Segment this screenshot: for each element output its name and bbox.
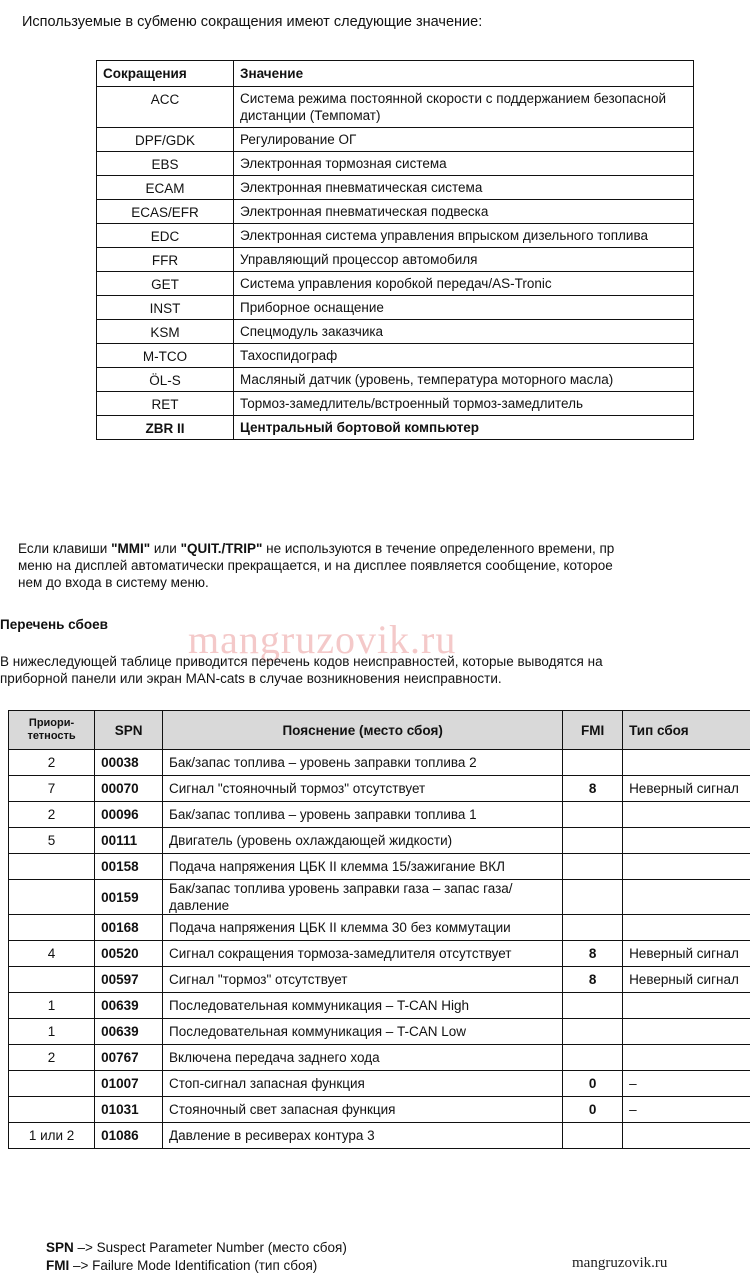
site-footer: mangruzovik.ru [572, 1255, 668, 1271]
abbreviation-cell: GET [97, 272, 234, 296]
fmi-cell [563, 1123, 623, 1149]
abbreviation-row [97, 392, 694, 416]
priority-cell: 1 [9, 993, 95, 1019]
mmi-key-label: "MMI" [111, 541, 151, 556]
fault-codes-table [8, 710, 750, 1149]
fault-type-cell: – [623, 1097, 750, 1123]
abbreviation-cell: EBS [97, 152, 234, 176]
priority-cell: 5 [9, 828, 95, 854]
fault-type-cell [623, 828, 750, 854]
paragraph-1-line-3: нем до входа в систему меню. [18, 575, 209, 590]
abbreviation-cell: ACC [97, 87, 234, 128]
fmi-cell [563, 880, 623, 915]
legend-spn-acronym: SPN [46, 1240, 74, 1255]
abbreviations-header-row [97, 61, 694, 87]
fault-row [9, 967, 750, 993]
fault-row [9, 1045, 750, 1071]
fault-row [9, 854, 750, 880]
para1-text-c: или [150, 541, 181, 556]
meaning-cell: Спецмодуль заказчика [234, 320, 694, 344]
fault-type-cell: Неверный сигнал [623, 941, 750, 967]
priority-cell: 2 [9, 750, 95, 776]
fmi-cell [563, 854, 623, 880]
column-header-priority: Приори-тетность [9, 711, 95, 750]
fault-row [9, 915, 750, 941]
spn-cell: 00168 [95, 915, 163, 941]
meaning-cell: Система управления коробкой передач/AS-Tronic [234, 272, 694, 296]
priority-cell [9, 880, 95, 915]
spn-cell: 00158 [95, 854, 163, 880]
fault-type-cell [623, 993, 750, 1019]
fault-row [9, 941, 750, 967]
spn-cell: 00159 [95, 880, 163, 915]
abbreviations-table [96, 60, 694, 440]
abbreviation-cell: M-TCO [97, 344, 234, 368]
para1-text-a: Если клавиши [18, 541, 112, 556]
fault-header-row [9, 711, 750, 750]
fault-type-cell [623, 1045, 750, 1071]
fmi-cell: 0 [563, 1097, 623, 1123]
fault-type-cell [623, 802, 750, 828]
explanation-cell: Двигатель (уровень охлаждающей жидкости) [163, 828, 563, 854]
abbreviation-row [97, 248, 694, 272]
fmi-cell [563, 1045, 623, 1071]
spn-cell: 00520 [95, 941, 163, 967]
legend-fmi [46, 1258, 317, 1273]
fmi-cell: 8 [563, 967, 623, 993]
spn-cell: 00111 [95, 828, 163, 854]
abbreviation-cell: EDC [97, 224, 234, 248]
fmi-cell [563, 802, 623, 828]
priority-cell [9, 915, 95, 941]
paragraph-1-line-1 [18, 540, 614, 557]
spn-cell: 00767 [95, 1045, 163, 1071]
explanation-cell: Давление в ресиверах контура 3 [163, 1123, 563, 1149]
fault-type-cell [623, 750, 750, 776]
priority-cell: 4 [9, 941, 95, 967]
fault-row [9, 1019, 750, 1045]
fmi-cell: 8 [563, 941, 623, 967]
fault-row [9, 828, 750, 854]
column-header-abbreviation: Сокращения [97, 61, 234, 87]
explanation-cell: Бак/запас топлива уровень заправки газа – запас газа/давление [163, 880, 563, 915]
explanation-cell: Бак/запас топлива – уровень заправки топлива 2 [163, 750, 563, 776]
fault-type-cell: Неверный сигнал [623, 967, 750, 993]
fault-type-cell: Неверный сигнал [623, 776, 750, 802]
fault-type-cell [623, 854, 750, 880]
meaning-cell: Центральный бортовой компьютер [234, 416, 694, 440]
fmi-cell: 8 [563, 776, 623, 802]
abbreviation-row [97, 128, 694, 152]
spn-cell: 00639 [95, 1019, 163, 1045]
fault-list-heading: Перечень сбоев [0, 617, 108, 632]
meaning-cell: Система режима постоянной скорости с поддержанием безопасной дистанции (Темпомат) [234, 87, 694, 128]
fault-row [9, 802, 750, 828]
meaning-cell: Электронная пневматическая система [234, 176, 694, 200]
spn-cell: 00070 [95, 776, 163, 802]
abbreviation-row [97, 320, 694, 344]
abbreviation-row [97, 416, 694, 440]
fmi-cell: 0 [563, 1071, 623, 1097]
meaning-cell: Электронная тормозная система [234, 152, 694, 176]
fault-codes-body [9, 750, 750, 1149]
watermark-logo: mangruzovik.ru [188, 617, 457, 662]
paragraph-1-line-2: меню на дисплей автоматически прекращается, и на дисплее появляется сообщение, которое [18, 558, 613, 573]
meaning-cell: Тахоспидограф [234, 344, 694, 368]
explanation-cell: Подача напряжения ЦБК II клемма 30 без коммутации [163, 915, 563, 941]
explanation-cell: Стоп-сигнал запасная функция [163, 1071, 563, 1097]
fault-row [9, 776, 750, 802]
explanation-cell: Последовательная коммуникация – T-CAN Low [163, 1019, 563, 1045]
priority-cell: 7 [9, 776, 95, 802]
abbreviation-row [97, 87, 694, 128]
spn-cell: 01031 [95, 1097, 163, 1123]
spn-cell: 00597 [95, 967, 163, 993]
fmi-cell [563, 915, 623, 941]
priority-cell [9, 1097, 95, 1123]
explanation-cell: Подача напряжения ЦБК II клемма 15/зажигание ВКЛ [163, 854, 563, 880]
column-header-spn: SPN [95, 711, 163, 750]
priority-cell [9, 854, 95, 880]
para1-text-e: не используются в течение определенного времени, пр [262, 541, 615, 556]
abbreviations-body [97, 87, 694, 440]
fmi-cell [563, 750, 623, 776]
fmi-cell [563, 1019, 623, 1045]
meaning-cell: Приборное оснащение [234, 296, 694, 320]
priority-cell: 2 [9, 802, 95, 828]
fault-type-cell: – [623, 1071, 750, 1097]
abbreviation-row [97, 368, 694, 392]
spn-cell: 01007 [95, 1071, 163, 1097]
legend-fmi-text: –> Failure Mode Identification (тип сбоя) [69, 1258, 318, 1273]
fault-row [9, 1071, 750, 1097]
meaning-cell: Тормоз-замедлитель/встроенный тормоз-замедлитель [234, 392, 694, 416]
abbreviation-row [97, 296, 694, 320]
priority-cell: 1 [9, 1019, 95, 1045]
intro-text: Используемые в субменю сокращения имеют следующие значение: [22, 14, 483, 30]
fault-type-cell [623, 880, 750, 915]
explanation-cell: Бак/запас топлива – уровень заправки топлива 1 [163, 802, 563, 828]
meaning-cell: Электронная пневматическая подвеска [234, 200, 694, 224]
abbreviation-row [97, 272, 694, 296]
abbreviation-row [97, 344, 694, 368]
priority-cell [9, 967, 95, 993]
explanation-cell: Включена передача заднего хода [163, 1045, 563, 1071]
explanation-cell: Сигнал "тормоз" отсутствует [163, 967, 563, 993]
spn-cell: 00038 [95, 750, 163, 776]
explanation-cell: Сигнал "стояночный тормоз" отсутствует [163, 776, 563, 802]
fault-type-cell [623, 915, 750, 941]
spn-cell: 00639 [95, 993, 163, 1019]
fault-row [9, 1123, 750, 1149]
legend-fmi-acronym: FMI [46, 1258, 70, 1273]
abbreviation-cell: KSM [97, 320, 234, 344]
explanation-cell: Стояночный свет запасная функция [163, 1097, 563, 1123]
explanation-cell: Последовательная коммуникация – T-CAN High [163, 993, 563, 1019]
abbreviation-cell: ECAM [97, 176, 234, 200]
column-header-meaning: Значение [234, 61, 694, 87]
meaning-cell: Электронная система управления впрыском дизельного топлива [234, 224, 694, 248]
column-header-fmi: FMI [563, 711, 623, 750]
abbreviation-cell: FFR [97, 248, 234, 272]
column-header-fault-type: Тип сбоя [623, 711, 750, 750]
legend-spn-text: –> Suspect Parameter Number (место сбоя) [73, 1240, 347, 1255]
quit-trip-key-label: "QUIT./TRIP" [180, 541, 263, 556]
abbreviation-cell: INST [97, 296, 234, 320]
fault-type-cell [623, 1019, 750, 1045]
fault-type-cell [623, 1123, 750, 1149]
paragraph-2-line-2: приборной панели или экран MAN-cats в случае возникновения неисправности. [0, 671, 502, 686]
priority-cell [9, 1071, 95, 1097]
meaning-cell: Управляющий процессор автомобиля [234, 248, 694, 272]
priority-cell: 2 [9, 1045, 95, 1071]
spn-cell: 00096 [95, 802, 163, 828]
priority-cell: 1 или 2 [9, 1123, 95, 1149]
abbreviation-cell: ECAS/EFR [97, 200, 234, 224]
fault-row [9, 1097, 750, 1123]
abbreviation-cell: ZBR II [97, 416, 234, 440]
abbreviation-cell: DPF/GDK [97, 128, 234, 152]
abbreviation-cell: RET [97, 392, 234, 416]
paragraph-2-line-1: В нижеследующей таблице приводится перечень кодов неисправностей, которые выводятся на [0, 654, 603, 669]
abbreviation-row [97, 200, 694, 224]
fault-row [9, 993, 750, 1019]
legend-spn [46, 1240, 347, 1255]
explanation-cell: Сигнал сокращения тормоза-замедлителя отсутствует [163, 941, 563, 967]
meaning-cell: Регулирование ОГ [234, 128, 694, 152]
abbreviation-cell: ÖL-S [97, 368, 234, 392]
abbreviation-row [97, 224, 694, 248]
abbreviation-row [97, 152, 694, 176]
column-header-explanation: Пояснение (место сбоя) [163, 711, 563, 750]
spn-cell: 01086 [95, 1123, 163, 1149]
abbreviation-row [97, 176, 694, 200]
fmi-cell [563, 993, 623, 1019]
fault-row [9, 880, 750, 915]
fmi-cell [563, 828, 623, 854]
meaning-cell: Масляный датчик (уровень, температура моторного масла) [234, 368, 694, 392]
fault-row [9, 750, 750, 776]
